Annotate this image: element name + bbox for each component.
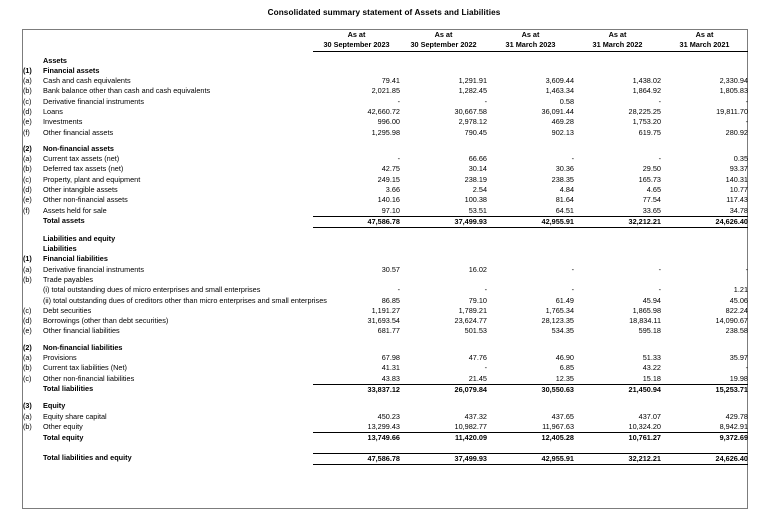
row-label: Total liabilities and equity xyxy=(43,453,132,463)
cell-value: 93.37 xyxy=(729,164,748,174)
row-label: Total assets xyxy=(43,216,85,226)
row-label: Cash and cash equivalents xyxy=(43,76,131,86)
cell-value: 0.35 xyxy=(733,154,748,164)
cell-value: 437.32 xyxy=(464,411,487,421)
row-label: Investments xyxy=(43,117,83,127)
cell-value: 12.35 xyxy=(555,373,574,383)
cell-value: 37,499.93 xyxy=(400,453,487,464)
column-header-mar-2023 xyxy=(487,30,574,52)
cell-value: 681.77 xyxy=(377,326,400,336)
row-label: Other financial assets xyxy=(43,127,114,137)
cell-value: - xyxy=(745,117,748,127)
table-row xyxy=(23,154,748,164)
row-label: Other non-financial liabilities xyxy=(43,373,135,383)
section-heading-liabilities xyxy=(23,244,748,254)
row-label: Derivative financial instruments xyxy=(43,264,144,274)
column-header-line2: 31 March 2022 xyxy=(592,40,643,49)
cell-value: 28,225.25 xyxy=(628,106,661,116)
financial-statement-table xyxy=(22,29,748,509)
row-index: (d) xyxy=(23,106,32,116)
cell-value: 30.57 xyxy=(381,264,400,274)
cell-value: 1,765.34 xyxy=(545,305,574,315)
cell-value: 23,624.77 xyxy=(454,316,487,326)
cell-value: 34.78 xyxy=(729,205,748,215)
table-row xyxy=(23,422,748,433)
table-row xyxy=(23,195,748,205)
cell-value: 1,438.02 xyxy=(632,76,661,86)
column-header-line1: As at xyxy=(521,30,540,39)
column-header-line1: As at xyxy=(608,30,627,39)
table-row xyxy=(23,164,748,174)
cell-value: 21.45 xyxy=(468,373,487,383)
cell-value: 15.18 xyxy=(642,373,661,383)
section-number: (2) xyxy=(23,143,32,153)
row-label: Bank balance other than cash and cash equivalents xyxy=(43,86,211,96)
cell-value: 42.75 xyxy=(381,164,400,174)
cell-value: 238.58 xyxy=(725,326,748,336)
cell-value: 33.65 xyxy=(642,205,661,215)
cell-value: 902.13 xyxy=(551,127,574,137)
financial-assets-heading: Financial assets xyxy=(43,65,100,75)
cell-value: 41.31 xyxy=(381,363,400,373)
cell-value: 19,811.70 xyxy=(716,106,748,116)
table-row xyxy=(23,275,748,285)
section-heading-non-financial-assets xyxy=(23,144,748,154)
row-index: (a) xyxy=(23,154,32,164)
row-index: (e) xyxy=(23,117,32,127)
assets-liabilities-table xyxy=(23,30,748,465)
row-index: (f) xyxy=(23,205,30,215)
cell-value: 1,463.34 xyxy=(545,86,574,96)
table-row xyxy=(23,412,748,422)
row-index: (b) xyxy=(23,274,32,284)
row-index: (c) xyxy=(23,305,32,315)
cell-value: 32,212.21 xyxy=(574,216,661,227)
cell-value: 31,693.54 xyxy=(367,316,400,326)
cell-value: 1,282.45 xyxy=(458,86,487,96)
cell-value: 79.41 xyxy=(381,76,400,86)
row-label: Derivative financial instruments xyxy=(43,96,144,106)
row-label: (ii) total outstanding dues of creditors other than micro enterprises and small enterprises xyxy=(43,295,327,305)
cell-value: 47,586.78 xyxy=(313,216,400,227)
cell-value: 43.22 xyxy=(642,363,661,373)
table-row xyxy=(23,86,748,96)
cell-value: 3.66 xyxy=(385,185,400,195)
cell-value: 61.49 xyxy=(555,295,574,305)
cell-value: 30,550.63 xyxy=(487,384,574,395)
total-assets-row xyxy=(23,216,748,227)
cell-value: 13,749.66 xyxy=(313,433,400,444)
cell-value: 13,299.43 xyxy=(367,421,400,431)
cell-value: 437.65 xyxy=(551,411,574,421)
cell-value: - xyxy=(745,264,748,274)
row-label: Equity share capital xyxy=(43,411,107,421)
row-label: Other equity xyxy=(43,421,83,431)
table-row xyxy=(23,97,748,107)
section-heading-equity xyxy=(23,401,748,411)
cell-value: 595.18 xyxy=(638,326,661,336)
cell-value: 24,626.40 xyxy=(661,216,748,227)
row-label: Property, plant and equipment xyxy=(43,174,141,184)
cell-value: 51.33 xyxy=(642,353,661,363)
column-header-line1: As at xyxy=(434,30,453,39)
cell-value: 619.75 xyxy=(638,127,661,137)
column-header-line2: 30 September 2023 xyxy=(323,40,390,49)
table-row xyxy=(23,206,748,217)
table-row xyxy=(23,285,748,295)
cell-value: 30,667.58 xyxy=(454,106,487,116)
non-financial-assets-heading: Non-financial assets xyxy=(43,143,114,153)
cell-value: 47,586.78 xyxy=(313,453,400,464)
row-index: (c) xyxy=(23,174,32,184)
cell-value: - xyxy=(658,96,661,106)
cell-value: 10,761.27 xyxy=(574,433,661,444)
cell-value: 15,253.71 xyxy=(661,384,748,395)
table-row xyxy=(23,306,748,316)
row-label: Borrowings (other than debt securities) xyxy=(43,316,169,326)
cell-value: 10,982.77 xyxy=(454,421,487,431)
cell-value: 32,212.21 xyxy=(574,453,661,464)
cell-value: 42,955.91 xyxy=(487,216,574,227)
cell-value: 100.38 xyxy=(464,195,487,205)
row-label: Provisions xyxy=(43,353,77,363)
header-spacer-label xyxy=(43,30,313,52)
row-index: (a) xyxy=(23,76,32,86)
liabilities-heading: Liabilities xyxy=(43,244,77,254)
cell-value: - xyxy=(658,264,661,274)
cell-value: 79.10 xyxy=(468,295,487,305)
cell-value: 16.02 xyxy=(468,264,487,274)
section-heading-financial-assets xyxy=(23,66,748,76)
cell-value: 30.14 xyxy=(468,164,487,174)
equity-heading: Equity xyxy=(43,401,66,411)
row-label: Assets held for sale xyxy=(43,205,107,215)
cell-value: - xyxy=(484,96,487,106)
row-index: (a) xyxy=(23,264,32,274)
cell-value: 429.78 xyxy=(725,411,748,421)
table-row xyxy=(23,316,748,326)
table-header-row xyxy=(23,30,748,52)
cell-value: 67.98 xyxy=(381,353,400,363)
header-spacer-idx xyxy=(23,30,43,52)
cell-value: 97.10 xyxy=(381,205,400,215)
cell-value: 6.85 xyxy=(559,363,574,373)
cell-value: - xyxy=(397,285,400,295)
assets-heading: Assets xyxy=(43,55,67,65)
table-row xyxy=(23,76,748,86)
cell-value: - xyxy=(571,154,574,164)
table-row xyxy=(23,363,748,373)
cell-value: 9,372.69 xyxy=(661,433,748,444)
cell-value: 29.50 xyxy=(642,164,661,174)
column-header-mar-2021 xyxy=(661,30,748,52)
cell-value: 1,191.27 xyxy=(371,305,400,315)
cell-value: 822.24 xyxy=(725,305,748,315)
row-index: (b) xyxy=(23,86,32,96)
cell-value: 30.36 xyxy=(555,164,574,174)
row-index: (c) xyxy=(23,373,32,383)
cell-value: 11,967.63 xyxy=(542,421,574,431)
cell-value: - xyxy=(571,264,574,274)
row-label: Current tax assets (net) xyxy=(43,154,120,164)
cell-value: 8,942.91 xyxy=(719,421,748,431)
row-label: Other intangible assets xyxy=(43,185,118,195)
column-header-sep-2022 xyxy=(400,30,487,52)
cell-value: 42,955.91 xyxy=(487,453,574,464)
section-number: (1) xyxy=(23,65,32,75)
cell-value: 37,499.93 xyxy=(400,216,487,227)
cell-value: 28,123.35 xyxy=(541,316,574,326)
cell-value: 117.43 xyxy=(726,195,748,205)
cell-value: 43.83 xyxy=(381,373,400,383)
cell-value: 42,660.72 xyxy=(367,106,400,116)
cell-value: - xyxy=(484,285,487,295)
cell-value: 1,865.98 xyxy=(632,305,661,315)
liabilities-equity-heading: Liabilities and equity xyxy=(43,233,116,243)
cell-value: 790.45 xyxy=(464,127,487,137)
section-number: (1) xyxy=(23,254,32,264)
non-financial-liabilities-heading: Non-financial liabilities xyxy=(43,342,123,352)
cell-value: 33,837.12 xyxy=(313,384,400,395)
cell-value: 36,091.44 xyxy=(541,106,574,116)
row-label: Current tax liabilities (Net) xyxy=(43,363,127,373)
cell-value: 249.15 xyxy=(377,174,400,184)
row-label: Other financial liabilities xyxy=(43,326,120,336)
cell-value: 1,864.92 xyxy=(632,86,661,96)
cell-value: 45.06 xyxy=(729,295,748,305)
cell-value: - xyxy=(658,285,661,295)
cell-value: - xyxy=(745,363,748,373)
column-header-line2: 31 March 2023 xyxy=(505,40,556,49)
cell-value: 4.65 xyxy=(646,185,661,195)
cell-value: 2,330.94 xyxy=(719,76,748,86)
row-label: Total liabilities xyxy=(43,384,94,394)
cell-value: 21,450.94 xyxy=(574,384,661,395)
cell-value: 165.73 xyxy=(638,174,661,184)
cell-value: 18,834.11 xyxy=(629,316,661,326)
cell-value: 10.77 xyxy=(729,185,748,195)
row-index: (f) xyxy=(23,127,30,137)
cell-value: 280.92 xyxy=(725,127,748,137)
column-header-line2: 31 March 2021 xyxy=(679,40,730,49)
cell-value: 1,295.98 xyxy=(371,127,400,137)
table-row xyxy=(23,185,748,195)
cell-value: 26,079.84 xyxy=(400,384,487,395)
table-row xyxy=(23,117,748,127)
cell-value: 238.35 xyxy=(551,174,574,184)
cell-value: 437.07 xyxy=(638,411,661,421)
cell-value: 1.21 xyxy=(733,285,748,295)
cell-value: 19.98 xyxy=(729,373,748,383)
column-header-sep-2023 xyxy=(313,30,400,52)
row-index: (d) xyxy=(23,316,32,326)
cell-value: 10,324.20 xyxy=(628,421,661,431)
total-equity-row xyxy=(23,433,748,444)
cell-value: 534.35 xyxy=(551,326,574,336)
table-row xyxy=(23,265,748,275)
row-index: (c) xyxy=(23,96,32,106)
table-row xyxy=(23,128,748,138)
cell-value: 140.16 xyxy=(377,195,400,205)
cell-value: 1,789.21 xyxy=(458,305,487,315)
cell-value: - xyxy=(658,154,661,164)
cell-value: 11,420.09 xyxy=(400,433,487,444)
cell-value: 1,753.20 xyxy=(632,117,661,127)
row-label: Other non-financial assets xyxy=(43,195,128,205)
column-header-mar-2022 xyxy=(574,30,661,52)
table-row xyxy=(23,296,748,306)
financial-liabilities-heading: Financial liabilities xyxy=(43,254,108,264)
cell-value: 66.66 xyxy=(468,154,487,164)
table-row xyxy=(23,107,748,117)
cell-value: 2,978.12 xyxy=(458,117,487,127)
cell-value: 996.00 xyxy=(377,117,400,127)
page-title: Consolidated summary statement of Assets and Liabilities xyxy=(267,8,501,17)
table-row xyxy=(23,353,748,363)
row-index: (a) xyxy=(23,353,32,363)
cell-value: 12,405.28 xyxy=(487,433,574,444)
cell-value: 47.76 xyxy=(468,353,487,363)
row-label: Loans xyxy=(43,106,63,116)
row-label: Trade payables xyxy=(43,274,94,284)
section-number: (3) xyxy=(23,401,32,411)
column-header-line2: 30 September 2022 xyxy=(410,40,477,49)
row-index: (b) xyxy=(23,164,32,174)
cell-value: 86.85 xyxy=(381,295,400,305)
cell-value: 3,609.44 xyxy=(545,76,574,86)
cell-value: 1,805.83 xyxy=(719,86,748,96)
section-heading-financial-liabilities xyxy=(23,254,748,264)
cell-value: 45.94 xyxy=(642,295,661,305)
section-number: (2) xyxy=(23,342,32,352)
column-header-line1: As at xyxy=(695,30,714,39)
section-heading-non-financial-liabilities xyxy=(23,343,748,353)
row-index: (b) xyxy=(23,363,32,373)
table-row xyxy=(23,374,748,385)
section-heading-assets xyxy=(23,56,748,66)
row-label: (i) total outstanding dues of micro enterprises and small enterprises xyxy=(43,285,261,295)
row-index: (e) xyxy=(23,195,32,205)
total-liabilities-row xyxy=(23,384,748,395)
cell-value: - xyxy=(397,96,400,106)
cell-value: 35.97 xyxy=(729,353,748,363)
cell-value: 1,291.91 xyxy=(458,76,487,86)
cell-value: 2.54 xyxy=(472,185,487,195)
cell-value: 0.58 xyxy=(559,96,574,106)
row-index: (d) xyxy=(23,185,32,195)
cell-value: 24,626.40 xyxy=(661,453,748,464)
row-label: Deferred tax assets (net) xyxy=(43,164,124,174)
row-label: Total equity xyxy=(43,432,84,442)
cell-value: 238.19 xyxy=(464,174,487,184)
row-index: (b) xyxy=(23,421,32,431)
cell-value: - xyxy=(745,96,748,106)
cell-value: - xyxy=(484,363,487,373)
cell-value: 64.51 xyxy=(555,205,574,215)
cell-value: 81.64 xyxy=(555,195,574,205)
table-row xyxy=(23,175,748,185)
cell-value: 14,090.67 xyxy=(715,316,748,326)
cell-value: 4.84 xyxy=(559,185,574,195)
cell-value: 469.28 xyxy=(551,117,574,127)
cell-value: 77.54 xyxy=(642,195,661,205)
cell-value: 2,021.85 xyxy=(371,86,400,96)
column-header-line1: As at xyxy=(347,30,366,39)
cell-value: 450.23 xyxy=(377,411,400,421)
row-label: Debt securities xyxy=(43,305,92,315)
cell-value: 140.31 xyxy=(725,174,748,184)
cell-value: 501.53 xyxy=(464,326,487,336)
section-heading-liabilities-equity xyxy=(23,234,748,244)
row-index: (e) xyxy=(23,326,32,336)
table-row xyxy=(23,326,748,336)
cell-value: - xyxy=(397,154,400,164)
row-index: (a) xyxy=(23,411,32,421)
cell-value: 46.90 xyxy=(555,353,574,363)
cell-value: 53.51 xyxy=(468,205,487,215)
cell-value: - xyxy=(571,285,574,295)
total-liabilities-equity-row xyxy=(23,453,748,464)
